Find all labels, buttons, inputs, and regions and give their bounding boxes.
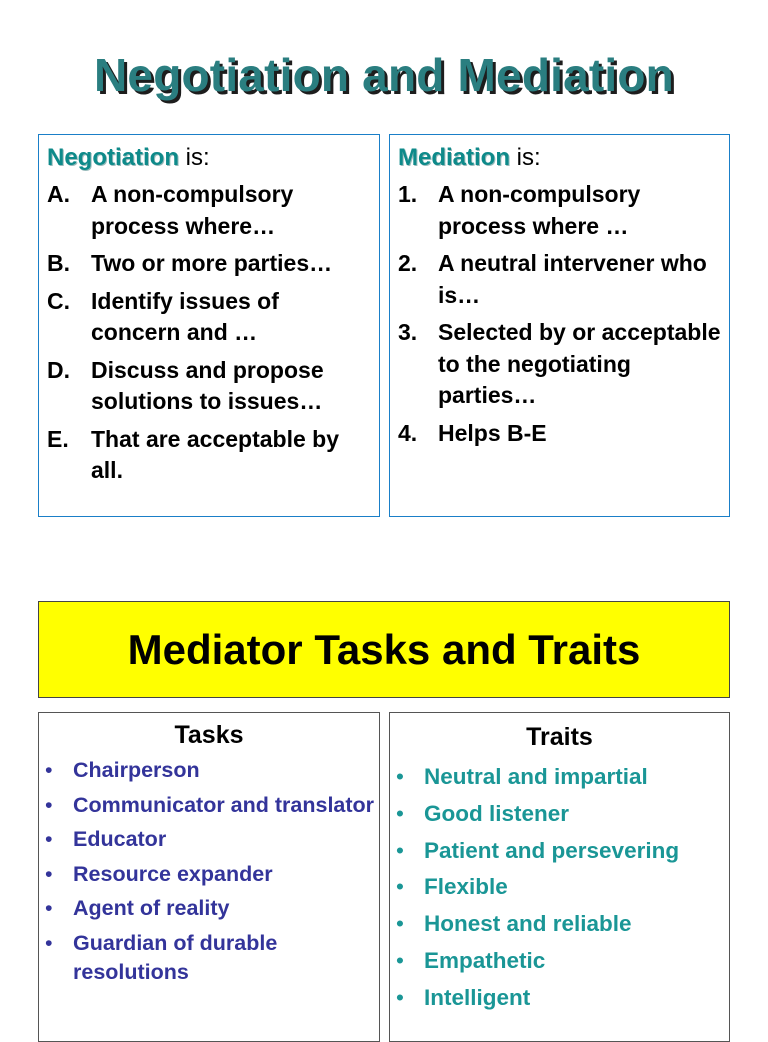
bullet-icon: •	[45, 758, 53, 782]
mediation-is: is:	[510, 144, 541, 171]
trait-text: Flexible	[424, 874, 508, 900]
mediation-list	[398, 179, 721, 449]
list-text: A non-compulsory process where …	[438, 181, 641, 239]
bullet-icon: •	[45, 896, 53, 920]
traits-list	[390, 762, 729, 1013]
list-marker: 4.	[398, 419, 418, 446]
list-item	[396, 946, 729, 976]
trait-text: Honest and reliable	[424, 911, 632, 937]
negotiation-term: Negotiation	[47, 144, 179, 171]
mediation-item	[398, 317, 721, 412]
task-text: Chairperson	[73, 758, 200, 782]
bullet-icon: •	[396, 764, 404, 789]
list-text: Selected by or acceptable to the negotiating parties…	[438, 319, 721, 408]
list-marker: D.	[47, 356, 70, 383]
list-item	[396, 799, 729, 829]
list-marker: 3.	[398, 319, 418, 345]
bullet-icon: •	[396, 911, 404, 937]
page-title: Negotiation and Mediation	[94, 49, 674, 101]
mediation-item	[398, 179, 721, 242]
negotiation-item	[47, 179, 371, 242]
mediation-heading	[398, 143, 721, 173]
list-text: A non-compulsory process where…	[91, 181, 294, 239]
list-item	[45, 825, 379, 855]
list-item	[396, 983, 729, 1013]
list-item	[45, 860, 379, 890]
list-text: Identify issues of concern and …	[91, 287, 279, 345]
section-banner	[38, 601, 730, 698]
bullet-icon: •	[45, 930, 53, 955]
list-text: A neutral intervener who is…	[438, 250, 707, 308]
list-item	[396, 762, 729, 792]
traits-heading: Traits	[526, 723, 593, 751]
list-marker: C.	[47, 287, 70, 314]
trait-text: Intelligent	[424, 984, 531, 1010]
bullet-icon: •	[396, 947, 404, 973]
task-text: Resource expander	[73, 861, 273, 886]
negotiation-definition-box	[38, 134, 380, 517]
mediation-item	[398, 248, 721, 311]
trait-text: Patient and persevering	[424, 837, 680, 863]
mediation-definition-box	[389, 134, 730, 517]
list-marker: 2.	[398, 250, 418, 276]
negotiation-is: is:	[179, 144, 210, 171]
mediation-item	[398, 418, 721, 450]
section-title: Mediator Tasks and Traits	[127, 625, 641, 673]
negotiation-item	[47, 424, 371, 487]
trait-text: Good listener	[424, 800, 570, 826]
negotiation-item	[47, 248, 371, 280]
bullet-icon: •	[45, 827, 53, 851]
bullet-icon: •	[396, 984, 404, 1010]
negotiation-list	[47, 179, 371, 487]
bullet-icon: •	[396, 837, 404, 863]
list-item	[396, 909, 729, 939]
tasks-heading: Tasks	[174, 721, 244, 749]
negotiation-item	[47, 286, 371, 349]
list-text: Helps B-E	[438, 419, 547, 446]
list-item	[45, 791, 379, 821]
list-text: Discuss and propose solutions to issues…	[91, 356, 324, 414]
bullet-icon: •	[396, 874, 404, 900]
task-text: Educator	[73, 827, 167, 851]
list-text: That are acceptable by all.	[91, 425, 339, 483]
negotiation-item	[47, 355, 371, 418]
list-item	[396, 836, 729, 866]
task-text: Guardian of durable resolutions	[73, 930, 278, 984]
tasks-box	[38, 712, 380, 1042]
list-marker: 1.	[398, 181, 418, 207]
traits-box	[389, 712, 730, 1042]
list-item	[45, 929, 379, 988]
task-text: Agent of reality	[73, 896, 230, 920]
bullet-icon: •	[396, 800, 404, 826]
list-marker: E.	[47, 425, 69, 452]
bullet-icon: •	[45, 792, 53, 817]
trait-text: Empathetic	[424, 947, 546, 973]
list-item	[396, 872, 729, 902]
task-text: Communicator and translator	[73, 792, 375, 817]
bullet-icon: •	[45, 861, 53, 886]
list-marker: B.	[47, 250, 70, 276]
mediation-term: Mediation	[398, 144, 510, 171]
trait-text: Neutral and impartial	[424, 764, 648, 789]
list-item	[45, 894, 379, 924]
list-marker: A.	[47, 181, 70, 207]
list-text: Two or more parties…	[91, 250, 333, 276]
list-item	[45, 756, 379, 786]
tasks-list	[39, 756, 379, 988]
negotiation-heading	[47, 143, 371, 173]
